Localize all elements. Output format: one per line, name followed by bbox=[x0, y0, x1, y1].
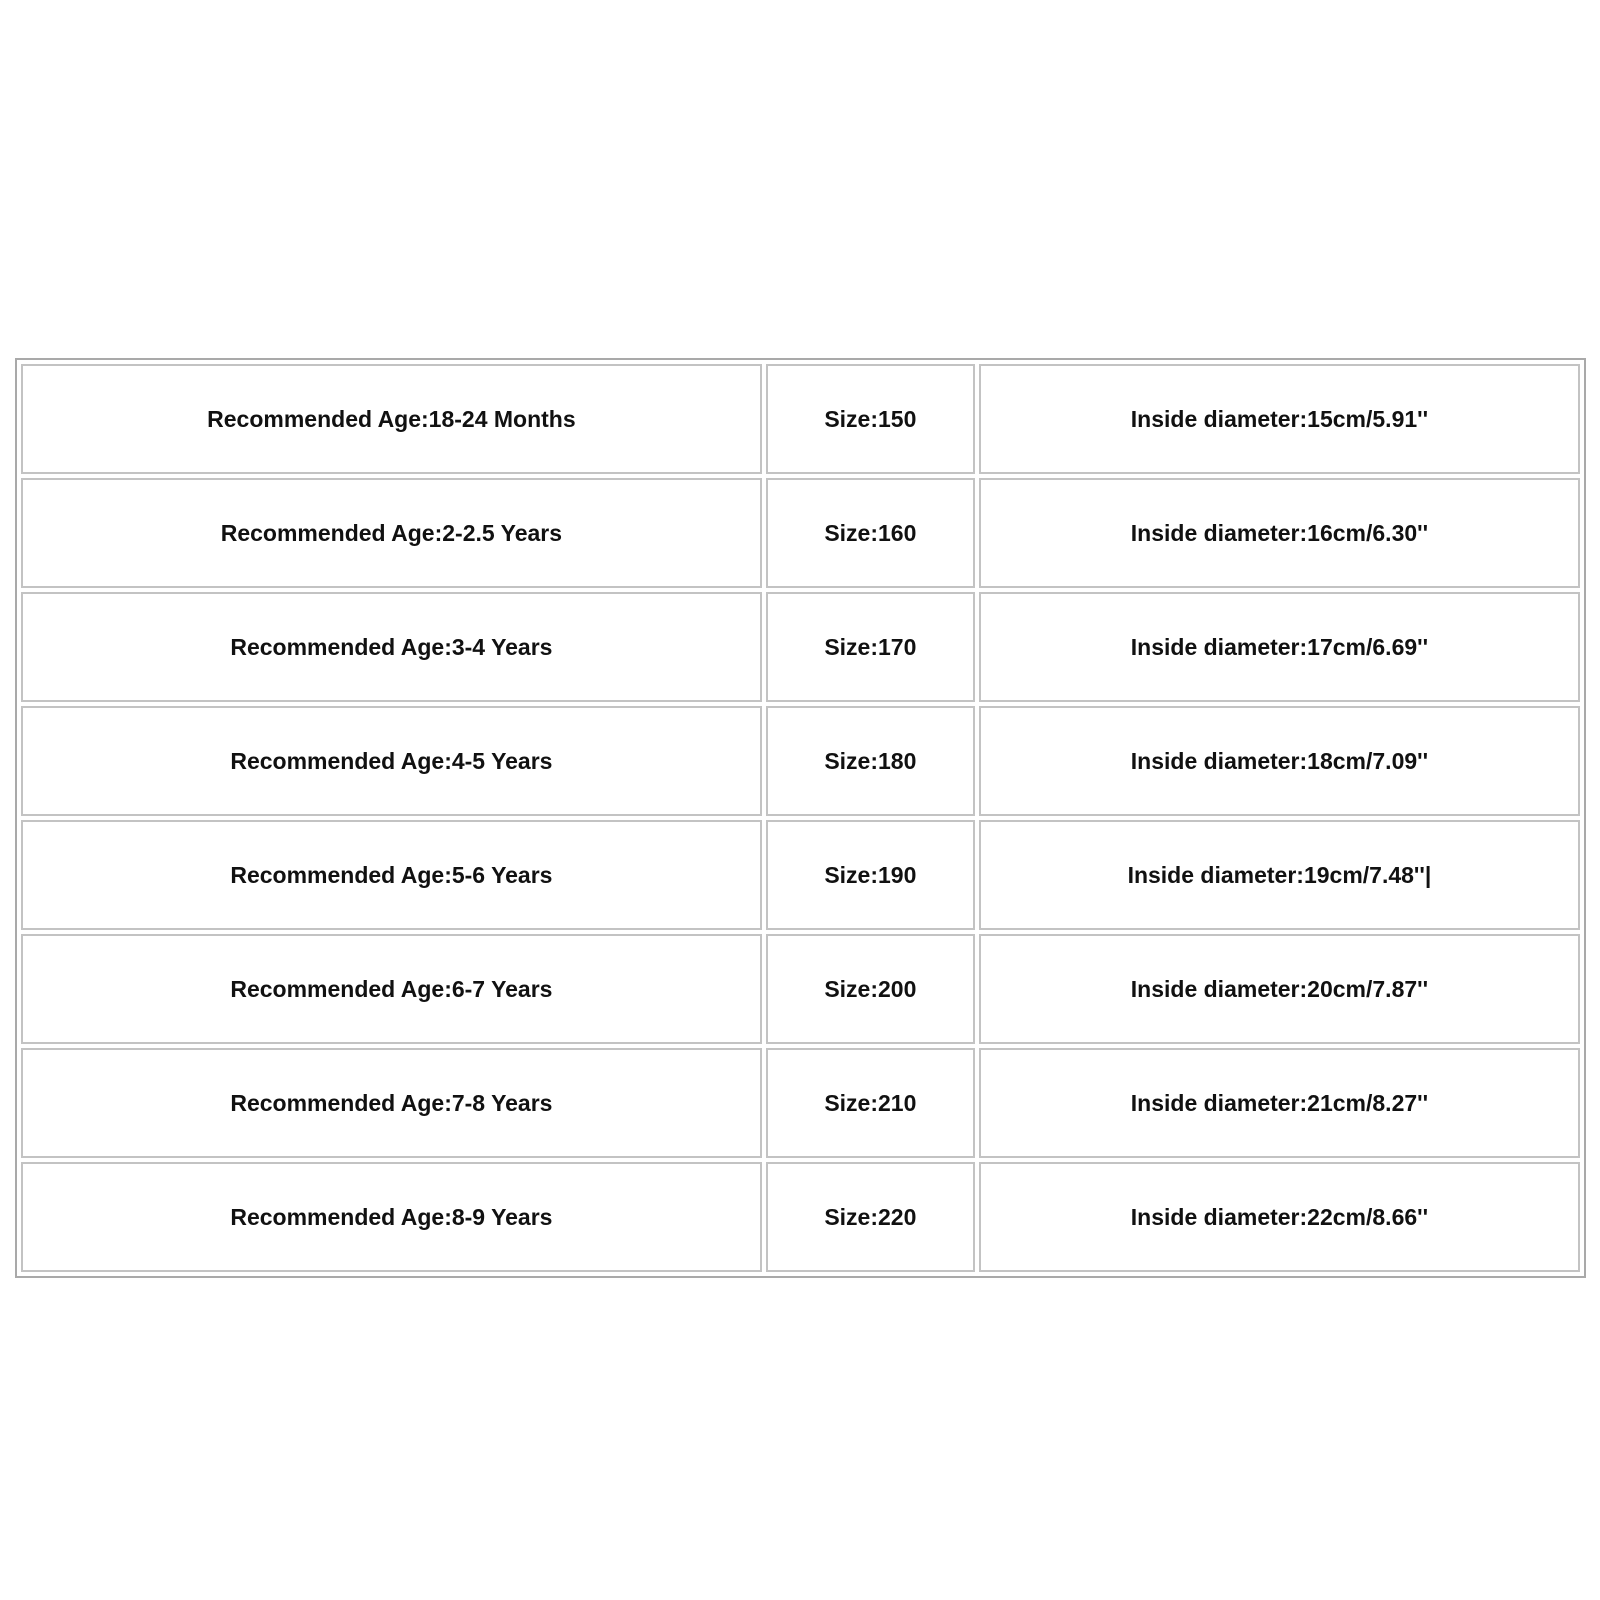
diameter-cell: Inside diameter:20cm/7.87'' bbox=[979, 934, 1580, 1044]
table-row bbox=[21, 592, 1580, 702]
table-row bbox=[21, 364, 1580, 474]
table-row bbox=[21, 934, 1580, 1044]
size-cell: Size:200 bbox=[766, 934, 975, 1044]
age-cell: Recommended Age:7-8 Years bbox=[21, 1048, 762, 1158]
size-cell: Size:170 bbox=[766, 592, 975, 702]
diameter-cell: Inside diameter:16cm/6.30'' bbox=[979, 478, 1580, 588]
table-row bbox=[21, 706, 1580, 816]
size-cell: Size:210 bbox=[766, 1048, 975, 1158]
table-row bbox=[21, 478, 1580, 588]
age-cell: Recommended Age:5-6 Years bbox=[21, 820, 762, 930]
age-cell: Recommended Age:3-4 Years bbox=[21, 592, 762, 702]
age-cell: Recommended Age:6-7 Years bbox=[21, 934, 762, 1044]
table-row bbox=[21, 1162, 1580, 1272]
diameter-cell: Inside diameter:21cm/8.27'' bbox=[979, 1048, 1580, 1158]
table-row bbox=[21, 1048, 1580, 1158]
diameter-cell: Inside diameter:22cm/8.66'' bbox=[979, 1162, 1580, 1272]
size-cell: Size:150 bbox=[766, 364, 975, 474]
diameter-cell: Inside diameter:19cm/7.48''| bbox=[979, 820, 1580, 930]
age-cell: Recommended Age:8-9 Years bbox=[21, 1162, 762, 1272]
size-cell: Size:190 bbox=[766, 820, 975, 930]
size-chart-table bbox=[15, 358, 1586, 1278]
diameter-cell: Inside diameter:17cm/6.69'' bbox=[979, 592, 1580, 702]
age-cell: Recommended Age:2-2.5 Years bbox=[21, 478, 762, 588]
size-cell: Size:180 bbox=[766, 706, 975, 816]
size-cell: Size:160 bbox=[766, 478, 975, 588]
table-row bbox=[21, 820, 1580, 930]
age-cell: Recommended Age:18-24 Months bbox=[21, 364, 762, 474]
diameter-cell: Inside diameter:15cm/5.91'' bbox=[979, 364, 1580, 474]
diameter-cell: Inside diameter:18cm/7.09'' bbox=[979, 706, 1580, 816]
size-cell: Size:220 bbox=[766, 1162, 975, 1272]
age-cell: Recommended Age:4-5 Years bbox=[21, 706, 762, 816]
